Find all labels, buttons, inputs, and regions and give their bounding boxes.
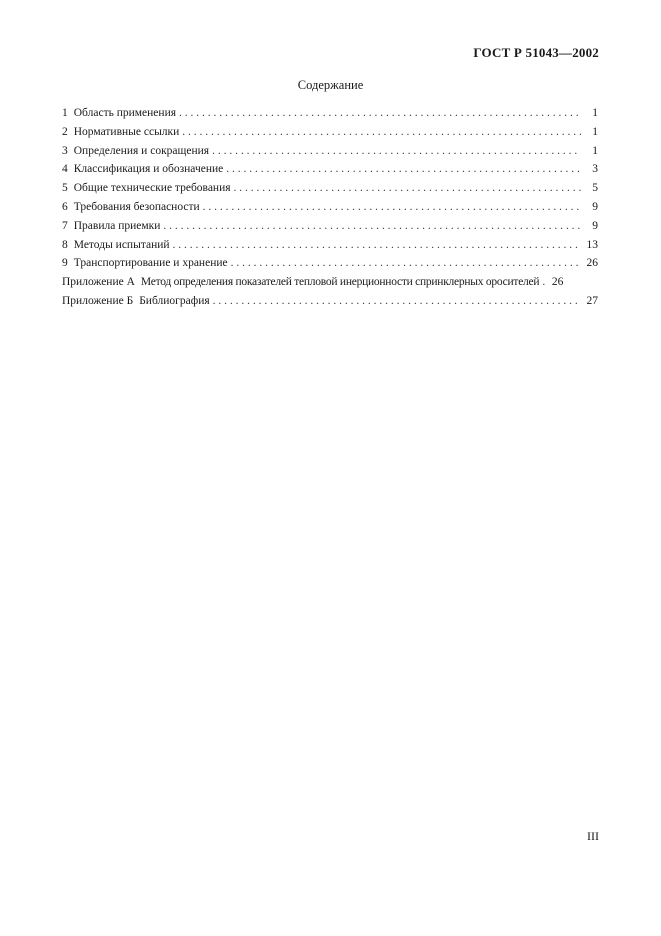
toc-entry-number: 4 xyxy=(62,163,68,176)
toc-entry-number: 7 xyxy=(62,219,68,232)
toc-entry-page: 9 xyxy=(592,219,598,232)
toc-entry-label: Правила приемки xyxy=(73,219,161,232)
toc-entry-number: 8 xyxy=(62,238,68,251)
toc-entry-number: 6 xyxy=(62,200,68,213)
dot-leader xyxy=(173,239,581,251)
toc-entry-page: 26 xyxy=(551,276,564,289)
toc-entry-label: Определения и сокращения xyxy=(73,144,210,157)
toc-entry-appendix-b[interactable] xyxy=(62,295,598,314)
toc-entry-page: 13 xyxy=(586,238,598,251)
dot-leader xyxy=(213,295,581,307)
toc-entry-number: Приложение Б xyxy=(62,294,134,307)
toc-entry-label: Библиография xyxy=(139,294,210,307)
toc-title: Содержание xyxy=(297,78,364,92)
dot-leader xyxy=(234,182,581,194)
toc-entry-page: 9 xyxy=(592,200,598,213)
toc-entry-page: 26 xyxy=(586,257,598,270)
dot-leader xyxy=(182,126,581,138)
toc-entry-label: Методы испытаний xyxy=(73,238,170,251)
toc-entry-6[interactable] xyxy=(62,201,598,220)
toc-entry-label: Метод определения показателей тепловой инерционности спринклерных оросителей xyxy=(140,276,540,289)
toc-entry-page: 1 xyxy=(592,125,598,138)
dot-leader xyxy=(542,276,546,288)
toc-entry-7[interactable] xyxy=(62,220,598,239)
toc-entry-appendix-a[interactable] xyxy=(62,276,598,295)
toc-entry-label: Общие технические требования xyxy=(73,182,231,195)
page-number: III xyxy=(587,829,599,843)
toc-entry-label: Нормативные ссылки xyxy=(73,125,180,138)
toc-entry-label: Транспортирование и хранение xyxy=(73,257,228,270)
toc-entry-number: 1 xyxy=(62,107,68,119)
dot-leader xyxy=(212,145,581,157)
toc-entry-8[interactable] xyxy=(62,239,598,258)
toc-entry-page: 3 xyxy=(592,163,598,176)
toc-entry-3[interactable] xyxy=(62,145,598,164)
document-code: ГОСТ Р 51043—2002 xyxy=(473,45,599,60)
toc-entry-page: 27 xyxy=(586,294,598,307)
toc-entry-label: Классификация и обозначение xyxy=(73,163,224,176)
dot-leader xyxy=(179,107,581,119)
table-of-contents xyxy=(62,107,598,314)
toc-entry-page: 1 xyxy=(592,107,598,119)
toc-entry-4[interactable] xyxy=(62,163,598,182)
toc-entry-number: 3 xyxy=(62,144,68,157)
toc-entry-2[interactable] xyxy=(62,126,598,145)
toc-entry-number: Приложение А xyxy=(62,276,135,289)
dot-leader xyxy=(226,163,581,175)
toc-entry-page: 5 xyxy=(592,182,598,195)
dot-leader xyxy=(203,201,581,213)
toc-entry-label: Область применения xyxy=(73,107,177,119)
toc-entry-number: 9 xyxy=(62,257,68,270)
dot-leader xyxy=(231,257,581,269)
dot-leader xyxy=(163,220,581,232)
toc-entry-number: 5 xyxy=(62,182,68,195)
toc-entry-5[interactable] xyxy=(62,182,598,201)
toc-entry-9[interactable] xyxy=(62,257,598,276)
toc-entry-1[interactable] xyxy=(62,107,598,126)
toc-entry-label: Требования безопасности xyxy=(73,200,200,213)
toc-entry-number: 2 xyxy=(62,125,68,138)
toc-entry-page: 1 xyxy=(592,144,598,157)
